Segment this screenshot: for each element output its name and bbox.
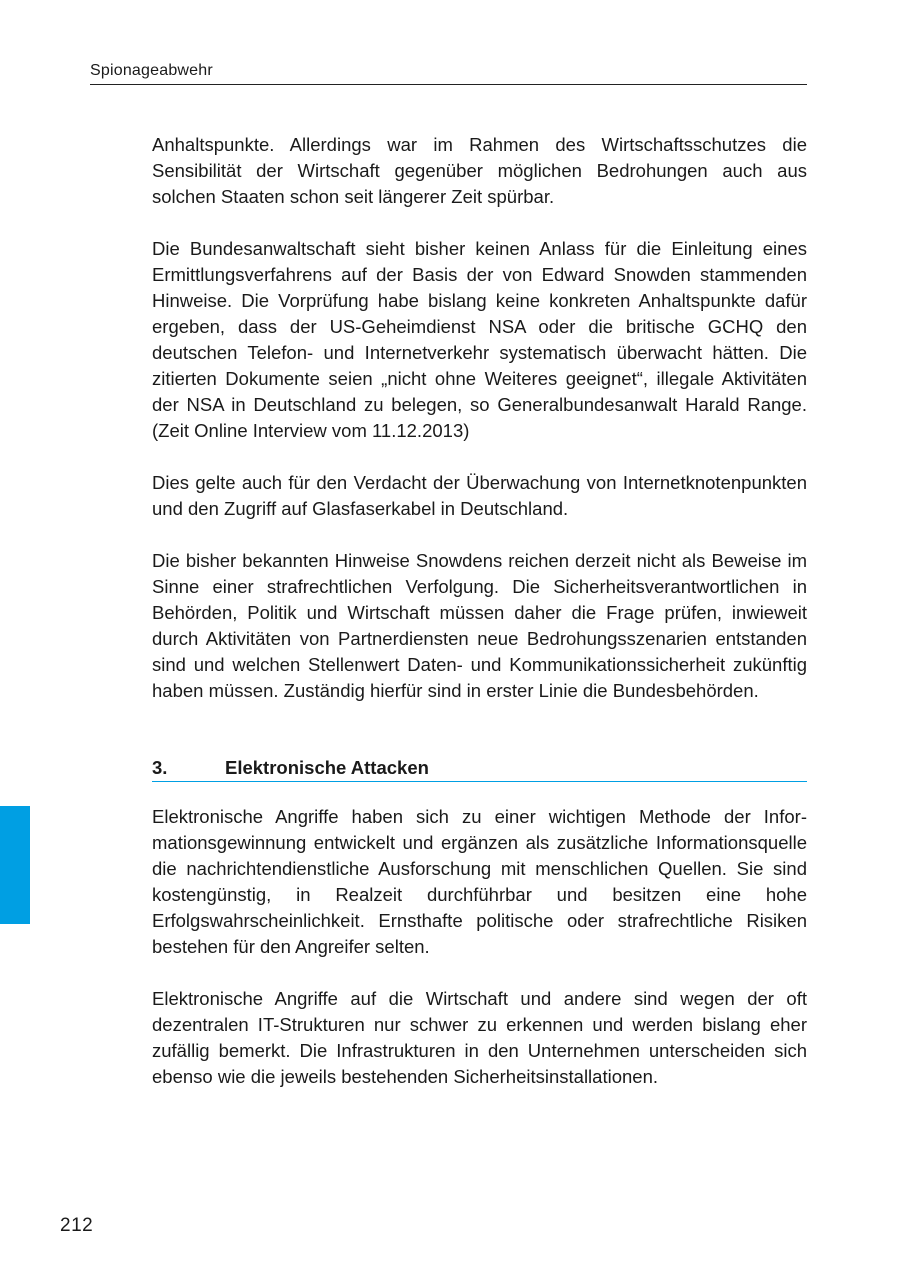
running-header xyxy=(90,60,807,85)
paragraph: Die bisher bekannten Hinweise Snowdens reichen derzeit nicht als Beweise im Sinne einer strafrechtlichen Verfolgung. Die Sicherheitsverantwortlichen in Behörden, Politik und Wirtschaft müssen daher die Frage prüfen, inwieweit durch Aktivitäten von Partnerdiensten neue Bedrohungsszenarien entstanden sind und welchen Stellenwert Daten- und Kommunikationssicherheit zukünftig haben müssen. Zuständig hierfür sind in erster Linie die Bundesbehörden. xyxy=(152,550,807,701)
paragraph: Die Bundesanwaltschaft sieht bisher keinen Anlass für die Einleitung eines Ermittlungsverfahrens auf der Basis der von Edward Snowden stammenden Hinweise. Die Vorprüfung habe bislang keine konkreten Anhaltspunkte dafür ergeben, dass der US-Geheimdienst NSA oder die britische GCHQ den deutschen Telefon- und Internetverkehr systematisch überwacht hätten. Die zitierten Dokumente seien „nicht ohne Weiteres geeignet“, illegale Aktivitäten der NSA in Deutschland zu belegen, so Generalbundesanwalt Harald Range. (Zeit Online Interview vom 11.12.2013) xyxy=(152,238,807,441)
chapter-thumb-tab xyxy=(0,806,30,924)
page-body xyxy=(152,132,807,1090)
paragraph: Elektronische Angriffe auf die Wirtschaft und andere sind wegen der oft dezentralen IT-Strukturen nur schwer zu erkennen und werden bislang eher zufällig bemerkt. Die Infrastrukturen in den Unternehmen unterscheiden sich ebenso wie die jeweils bestehenden Sicherheitsinstallationen. xyxy=(152,988,807,1087)
paragraph: Anhaltspunkte. Allerdings war im Rahmen des Wirtschaftsschutzes die Sensibilität der Wirtschaft gegenüber möglichen Bedrohungen auch aus solchen Staaten schon seit längerer Zeit spürbar. xyxy=(152,134,807,207)
page-number: 212 xyxy=(60,1215,94,1236)
section-title: Elektronische Attacken xyxy=(225,757,429,778)
paragraph: Dies gelte auch für den Verdacht der Überwachung von Internetknotenpunkten und den Zugriff auf Glasfaserkabel in Deutschland. xyxy=(152,472,807,519)
section-number: 3. xyxy=(152,757,168,778)
running-title: Spionageabwehr xyxy=(90,62,213,79)
section-heading xyxy=(152,756,807,782)
paragraph: Elektronische Angriffe haben sich zu einer wichtigen Methode der Informationsgewinnung entwickelt und ergänzen als zusätzliche Informationsquelle die nachrichtendienstliche Ausforschung mit menschlichen Quellen. Sie sind kostengünstig, in Realzeit durchführbar und besitzen eine hohe Erfolgswahrscheinlichkeit. Ernsthafte politische oder strafrechtliche Risiken bestehen für den Angreifer selten. xyxy=(152,806,807,957)
